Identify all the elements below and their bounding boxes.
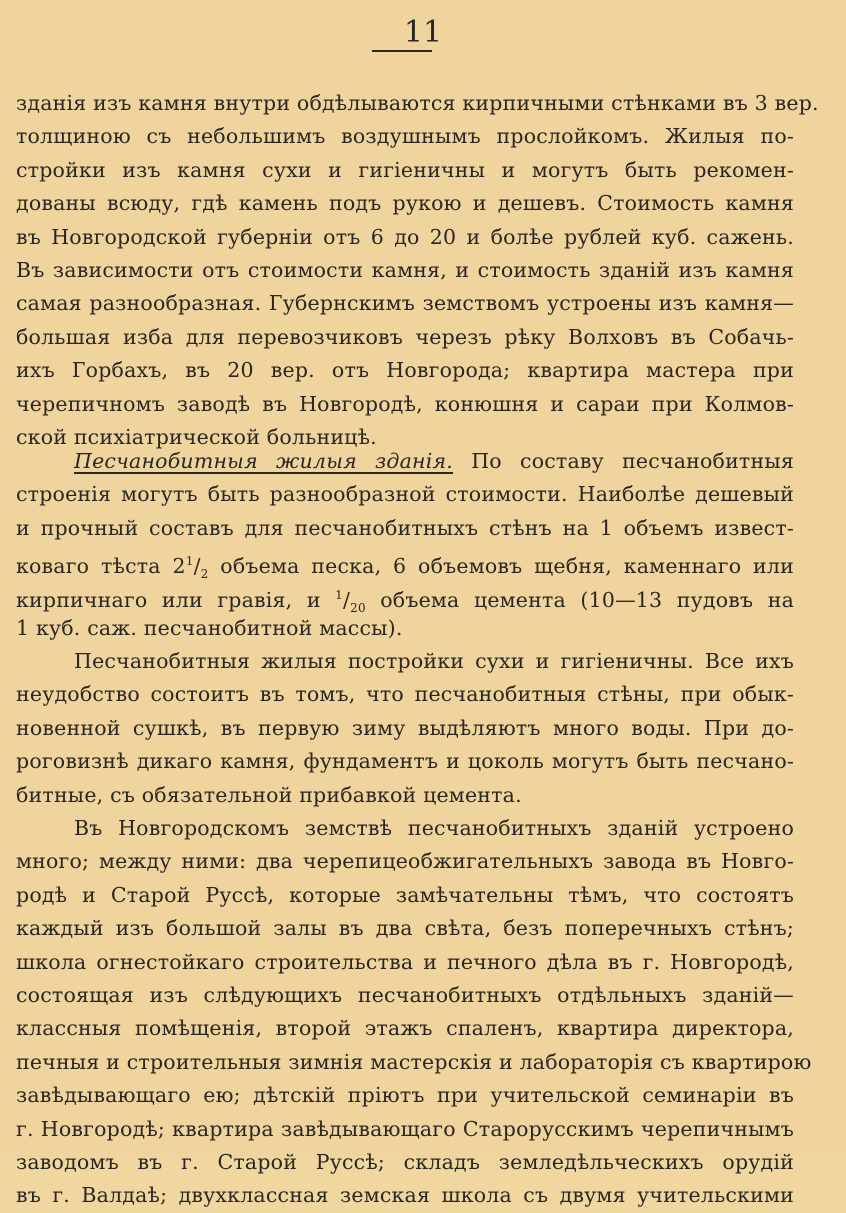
fraction-numerator: 1 xyxy=(335,587,343,602)
text-line: 1 куб. саж. песчанобитной массы). xyxy=(16,615,403,640)
paragraph-novgorod-buildings xyxy=(16,812,812,1213)
text-line: завѣдывающаго ею; дѣтскій пріютъ при учительской семинаріи въ xyxy=(16,1083,794,1108)
paragraph-rammed-sand-properties xyxy=(16,645,794,812)
text-line: Песчанобитныя жилыя постройки сухи и гигіеничны. Все ихъ xyxy=(74,649,794,673)
text-line xyxy=(16,445,794,478)
text-line: дованы всюду, гдѣ камень подъ рукою и дешевъ. Стоимость камня xyxy=(16,191,794,216)
text-line: толщиною съ небольшимъ воздушнымъ прослойкомъ. Жилыя по- xyxy=(16,124,794,149)
text-line: заводомъ въ г. Старой Руссѣ; складъ земледѣльческихъ орудій xyxy=(16,1149,794,1174)
text-segment: коваго тѣста 2 xyxy=(16,554,186,578)
text-line: кирпичнаго или гравія, и $^1/_{20}$ объема цемента (10—13 пудовъ на xyxy=(16,587,794,615)
text-line: большая изба для перевозчиковъ черезъ рѣку Волховъ въ Собачь- xyxy=(16,324,794,349)
text-line: въ г. Валдаѣ; двухклассная земская школа съ двумя учительскими xyxy=(16,1183,794,1208)
fraction-denominator: 20 xyxy=(350,600,366,615)
paragraph-stone-buildings xyxy=(16,87,819,454)
text-line: ской психіатрической больницѣ. xyxy=(16,424,377,449)
heading-continuation: По составу песчанобитныя xyxy=(453,449,794,473)
text-segment: объема песка, 6 объемовъ щебня, каменнаго или xyxy=(208,554,794,578)
text-line: Въ Новгородскомъ земствѣ песчанобитныхъ зданій устроено xyxy=(74,816,794,840)
page-number-underline xyxy=(372,50,432,52)
section-heading: Песчанобитныя жилыя зданія. xyxy=(74,449,453,473)
text-line: Въ зависимости отъ стоимости камня, и стоимость зданій изъ камня xyxy=(16,257,794,282)
text-line: состоящая изъ слѣдующихъ песчанобитныхъ отдѣльныхъ зданій— xyxy=(16,982,794,1007)
text-line: ихъ Горбахъ, въ 20 вер. отъ Новгорода; квартира мастера при xyxy=(16,358,794,383)
text-segment: объема цемента (10—13 пудовъ на xyxy=(365,587,794,612)
text-line: печныя и строительныя зимнія мастерскія и лабораторія съ квартирою xyxy=(16,1049,812,1074)
text-line: коваго тѣста $2^1/_2$ объема песка, 6 объемовъ щебня, каменнаго или xyxy=(16,554,794,582)
text-line: каждый изъ большой залы въ два свѣта, безъ поперечныхъ стѣнъ; xyxy=(16,916,794,941)
text-line: школа огнестойкаго строительства и печного дѣла въ г. Новгородѣ, xyxy=(16,949,794,974)
text-line: черепичномъ заводѣ въ Новгородѣ, конюшня и сараи при Колмов- xyxy=(16,391,794,416)
text-line: самая разнообразная. Губернскимъ земствомъ устроены изъ камня— xyxy=(16,291,794,316)
fraction-numerator: 1 xyxy=(185,554,194,569)
fraction-denominator: 2 xyxy=(200,567,209,582)
text-line: родѣ и Старой Руссѣ, которые замѣчательны тѣмъ, что состоятъ xyxy=(16,882,794,907)
text-line: новенной сушкѣ, въ первую зиму выдѣляютъ много воды. При до- xyxy=(16,715,794,740)
text-line: и прочный составъ для песчанобитныхъ стѣнъ на 1 объемъ извест- xyxy=(16,515,794,540)
page-number: 11 xyxy=(403,15,443,50)
text-line: неудобство состоитъ въ томъ, что песчанобитныя стѣны, при обык- xyxy=(16,682,794,707)
paragraph-rammed-sand-buildings xyxy=(16,445,794,645)
text-line: классныя помѣщенія, второй этажъ спаленъ, квартира директора, xyxy=(16,1016,794,1041)
text-line: много; между ними: два черепицеобжигательныхъ завода въ Новго- xyxy=(16,849,794,874)
text-segment: кирпичнаго или гравія, и xyxy=(16,587,336,612)
text-line: роговизнѣ дикаго камня, фундаментъ и цоколь могутъ быть песчано- xyxy=(16,749,794,774)
text-line: битные, съ обязательной прибавкой цемента. xyxy=(16,782,522,807)
text-line: стройки изъ камня сухи и гигіеничны и могутъ быть рекомен- xyxy=(16,157,794,182)
text-line: зданія изъ камня внутри обдѣлываются кирпичными стѣнками въ 3 вер. xyxy=(16,91,819,115)
text-line: г. Новгородѣ; квартира завѣдывающаго Старорусскимъ черепичнымъ xyxy=(16,1116,794,1141)
text-line: въ Новгородской губерніи отъ 6 до 20 и болѣе рублей куб. сажень. xyxy=(16,224,794,249)
text-line: строенія могутъ быть разнообразной стоимости. Наиболѣе дешевый xyxy=(16,482,794,507)
